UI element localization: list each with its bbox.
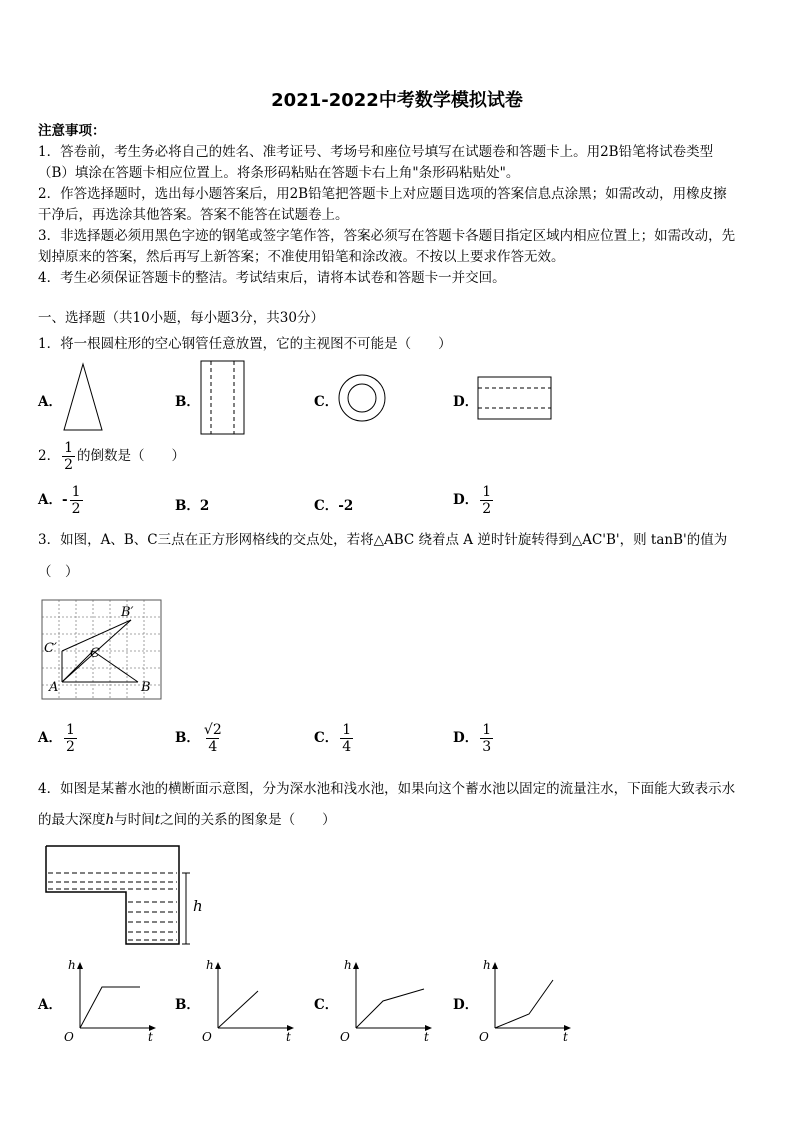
q2-option-a-sign: - [61,492,68,508]
q4-graph-c-origin: O [340,1030,350,1044]
q3-option-c-num: 1 [342,722,352,738]
notice-line-2: （B）填涂在答题卡相应位置上。将条形码粘贴在答题卡右上角"条形码粘贴处"。 [38,165,520,181]
q3-point-b-label: B [141,680,151,695]
q4-graph-c-axis-y: h [344,958,352,972]
q3-option-c [314,722,355,755]
q1-option-d-figure [477,376,553,422]
q3-option-c-label: C． [314,730,339,746]
q2-option-b: B．2 [175,498,210,514]
notice-line-7: 4．考生必须保证答题卡的整洁。考试结束后，请将本试卷和答题卡一并交回。 [38,270,506,286]
q4-graph-a-origin: O [64,1030,74,1044]
q2-option-a [38,484,85,517]
q2-option-c: C．-2 [314,498,354,514]
q2-option-d-label: D． [453,492,479,508]
q4-graph-d-axis-y: h [483,958,491,972]
q3-option-c-den: 4 [342,739,352,755]
q4-graph-b-axis-y: h [206,958,214,972]
q3-option-b-label: B． [175,730,200,746]
q3-point-bprime-label: B′ [121,605,134,620]
q4-graph-b [200,958,300,1038]
q2-prefix: 2． [38,448,61,464]
question-3-line-2: （ ） [38,564,79,580]
question-2-text [38,440,185,473]
q3-option-d-num: 1 [482,722,492,738]
q2-suffix: 的倒数是（ ） [77,448,186,464]
q1-option-a-label: A． [38,394,62,410]
question-3-line-1: 3．如图，A、B、C三点在正方形网格线的交点处，若将△ABC 绕着点 A 逆时针旋转得到△AC'B'，则 tanB'的值为 [38,532,728,548]
q2-fraction-num: 1 [64,440,74,456]
q2-option-d-fraction [480,484,493,517]
section-heading: 一、选择题（共10小题，每小题3分，共30分） [38,310,324,326]
q3-option-d-fraction [480,722,493,755]
q3-option-b-fraction [202,722,224,755]
q3-option-a-den: 2 [65,739,75,755]
q2-option-a-num: 1 [71,484,81,500]
q3-option-a-num: 1 [65,722,75,738]
q4-pool-h-label: h [193,897,203,915]
q4-graph-a-label: A． [38,997,62,1013]
q1-option-d-label: D． [453,394,479,410]
q3-point-cprime-label: C′ [44,641,57,656]
q1-option-b-label: B． [175,394,200,410]
notice-line-4: 干净后，再选涂其他答案。答案不能答在试题卷上。 [38,207,349,223]
q3-option-b-num: √2 [203,722,222,738]
q2-option-a-label: A． [38,492,62,508]
q4-graph-a [62,958,162,1038]
q4-graph-d-origin: O [479,1030,489,1044]
q4-graph-c-axis-x: t [424,1030,429,1044]
q4-graph-b-origin: O [202,1030,212,1044]
q4-line2-t: t [154,812,161,828]
q3-option-a-fraction [64,722,77,755]
q4-line2-h: h [105,812,115,828]
q1-option-c-figure [337,373,387,423]
q2-option-d-num: 1 [482,484,492,500]
q2-fraction-den: 2 [64,457,74,473]
q3-option-b-den: 4 [208,739,218,755]
q4-graph-d [477,958,577,1038]
q2-option-d-den: 2 [482,501,492,517]
q3-option-d-label: D． [453,730,479,746]
q4-graph-d-axis-x: t [563,1030,568,1044]
q1-option-c-label: C． [314,394,339,410]
q2-option-a-den: 2 [71,501,81,517]
q2-option-a-fraction [70,484,83,517]
notice-line-3: 2．作答选择题时，选出每小题答案后，用2B铅笔把答题卡上对应题目选项的答案信息点涂黑；如需改动，用橡皮擦 [38,186,727,202]
q2-fraction [62,440,75,473]
q4-graph-a-axis-x: t [148,1030,153,1044]
q4-line2-b: 与时间 [114,812,155,828]
question-4-line-2 [38,810,336,830]
notice-line-5: 3．非选择题必须用黑色字迹的钢笔或签字笔作答，答案必须写在答题卡各题目指定区域内相应位置上；如需改动，先 [38,228,736,244]
q1-option-a-figure [62,362,104,432]
q3-point-a-label: A [49,680,59,695]
q3-option-d [453,722,495,755]
q3-option-b [175,722,226,755]
q4-graph-d-label: D． [453,997,479,1013]
question-4-line-1: 4．如图是某蓄水池的横断面示意图，分为深水池和浅水池，如果向这个蓄水池以固定的流量注水，下面能大致表示水 [38,781,736,797]
q2-option-d [453,484,495,517]
q4-graph-c [338,958,438,1038]
notice-heading: 注意事项： [38,123,106,139]
question-1-text: 1．将一根圆柱形的空心钢管任意放置，它的主视图不可能是（ ） [38,336,452,352]
q4-pool-cross-section [46,846,196,946]
q3-option-a-label: A． [38,730,62,746]
q3-option-a [38,722,79,755]
q4-graph-b-axis-x: t [286,1030,291,1044]
q3-option-d-den: 3 [482,739,492,755]
notice-line-6: 划掉原来的答案，然后再写上新答案；不准使用铅笔和涂改液。不按以上要求作答无效。 [38,249,565,265]
q4-line2-a: 的最大深度 [38,812,106,828]
q1-option-b-figure [200,360,246,436]
q4-graph-c-label: C． [314,997,339,1013]
q3-option-c-fraction [340,722,353,755]
q3-point-c-label: C [90,646,100,661]
q4-line2-c: 之间的关系的图象是（ ） [160,812,336,828]
q4-graph-a-axis-y: h [68,958,76,972]
page-title: 2021-2022中考数学模拟试卷 [271,90,523,111]
q4-graph-b-label: B． [175,997,200,1013]
notice-line-1: 1．答卷前，考生务必将自己的姓名、准考证号、考场号和座位号填写在试题卷和答题卡上。用2B铅笔将试卷类型 [38,144,714,160]
